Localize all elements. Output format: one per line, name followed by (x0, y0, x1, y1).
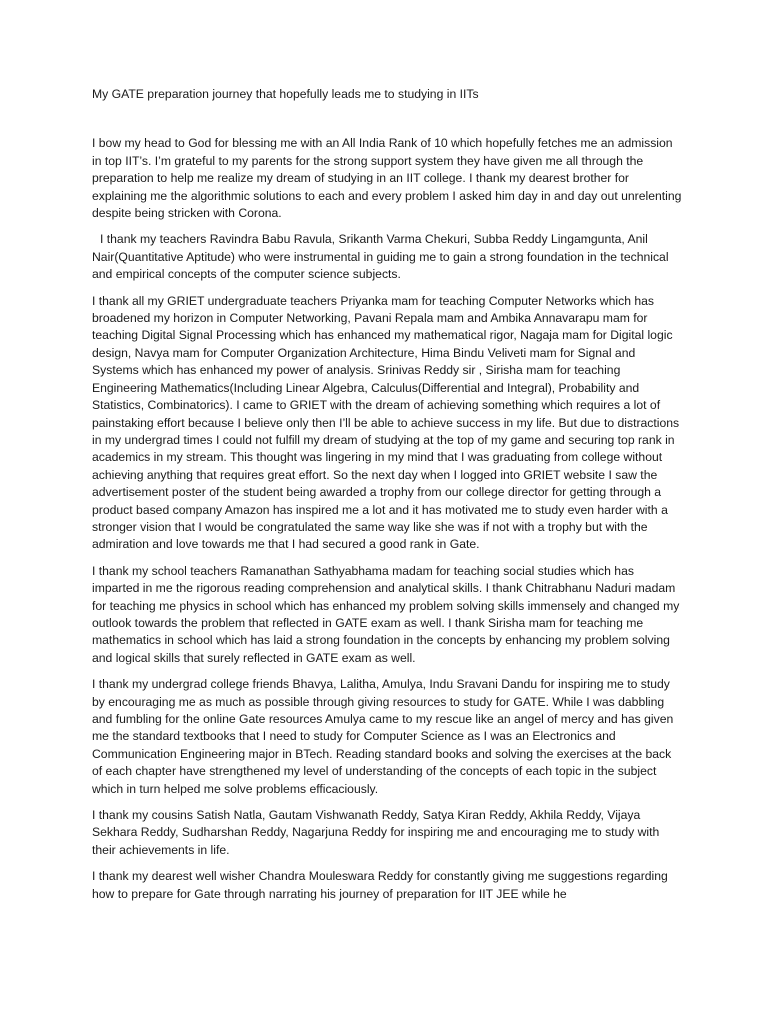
paragraph-teachers: I thank my teachers Ravindra Babu Ravula, Srikanth Varma Chekuri, Subba Reddy Lingamgunta, Anil Nair(Quantitative Aptitude) who were instrumental in guiding me to gain a strong foundation in the technical and empirical concepts of the computer science subjects. (92, 232, 669, 282)
paragraph-gratitude-family: I bow my head to God for blessing me with an All India Rank of 10 which hopefully fetches me an admission in top IIT’s. I’m grateful to my parents for the strong support system they have given me all through the preparation to help me realize my dream of studying in an IIT college. I thank my dearest brother for explaining me the algorithmic solutions to each and every problem I asked him day in and day out unrelenting despite being stricken with Corona. (92, 136, 682, 221)
paragraph-well-wisher: I thank my dearest well wisher Chandra Mouleswara Reddy for constantly giving me suggestions regarding how to prepare for Gate through narrating his journey of preparation for IIT JEE while he (92, 869, 668, 901)
paragraph-school-teachers: I thank my school teachers Ramanathan Sathyabhama madam for teaching social studies which has imparted in me the rigorous reading comprehension and analytical skills. I thank Chitrabhanu Naduri madam for teaching me physics in school which has enhanced my problem solving skills immensely and changed my outlook towards the problem that reflected in GATE exam as well. I thank Sirisha mam for teaching me mathematics in school which has laid a strong foundation in the concepts by enhancing my problem solving and logical skills that surely reflected in GATE exam as well. (92, 563, 680, 665)
paragraph-griet-teachers: I thank all my GRIET undergraduate teachers Priyanka mam for teaching Computer Networks which has broadened my horizon in Computer Networking, Pavani Repala mam and Ambika Annavarapu mam for teaching Digital Signal Processing which has enhanced my mathematical rigor, Nagaja mam for Digital logic design, Navya mam for Computer Organization Architecture, Hima Bindu Veliveti mam for Signal and Systems which has enhanced my power of analysis. Srinivas Reddy sir , Sirisha mam for teaching Engineering Mathematics(Including Linear Algebra, Calculus(Differential and Integral), Probability and Statistics, Combinatorics). I came to GRIET with the dream of achieving something which requires a lot of painstaking effort because I believe only then I’ll be able to achieve success in my life. But due to distractions in my undergrad times I could not fulfill my dream of studying at the top of my game and securing top rank in academics in my stream. This thought was lingering in my mind that I was graduating from college without achieving anything that requires great effort. So the next day when I logged into GRIET website I saw the advertisement poster of the student being awarded a trophy from our college director for getting through a product based company Amazon has inspired me a lot and it has motivated me to study even harder with a stronger vision that I would be congratulated the same way like she was if not with a trophy but with the admiration and love towards me that I had secured a good rank in Gate. (92, 293, 680, 552)
document-body (92, 86, 682, 912)
paragraph-college-friends: I thank my undergrad college friends Bhavya, Lalitha, Amulya, Indu Sravani Dandu for inspiring me to study by encouraging me as much as possible through giving resources to study for GATE. While I was dabbling and fumbling for the online Gate resources Amulya came to my rescue like an angel of mercy and has given me the standard textbooks that I need to study for Computer Science as I was an Electronics and Communication Engineering major in BTech. Reading standard books and solving the exercises at the back of each chapter have strengthened my level of understanding of the concepts of each topic in the subject which in turn helped me solve problems efficaciously. (92, 677, 674, 796)
document-title: My GATE preparation journey that hopefully leads me to studying in IITs (92, 87, 479, 101)
paragraph-cousins: I thank my cousins Satish Natla, Gautam Vishwanath Reddy, Satya Kiran Reddy, Akhila Reddy, Vijaya Sekhara Reddy, Sudharshan Reddy, Nagarjuna Reddy for inspiring me and encouraging me to study with their achievements in life. (92, 808, 660, 857)
